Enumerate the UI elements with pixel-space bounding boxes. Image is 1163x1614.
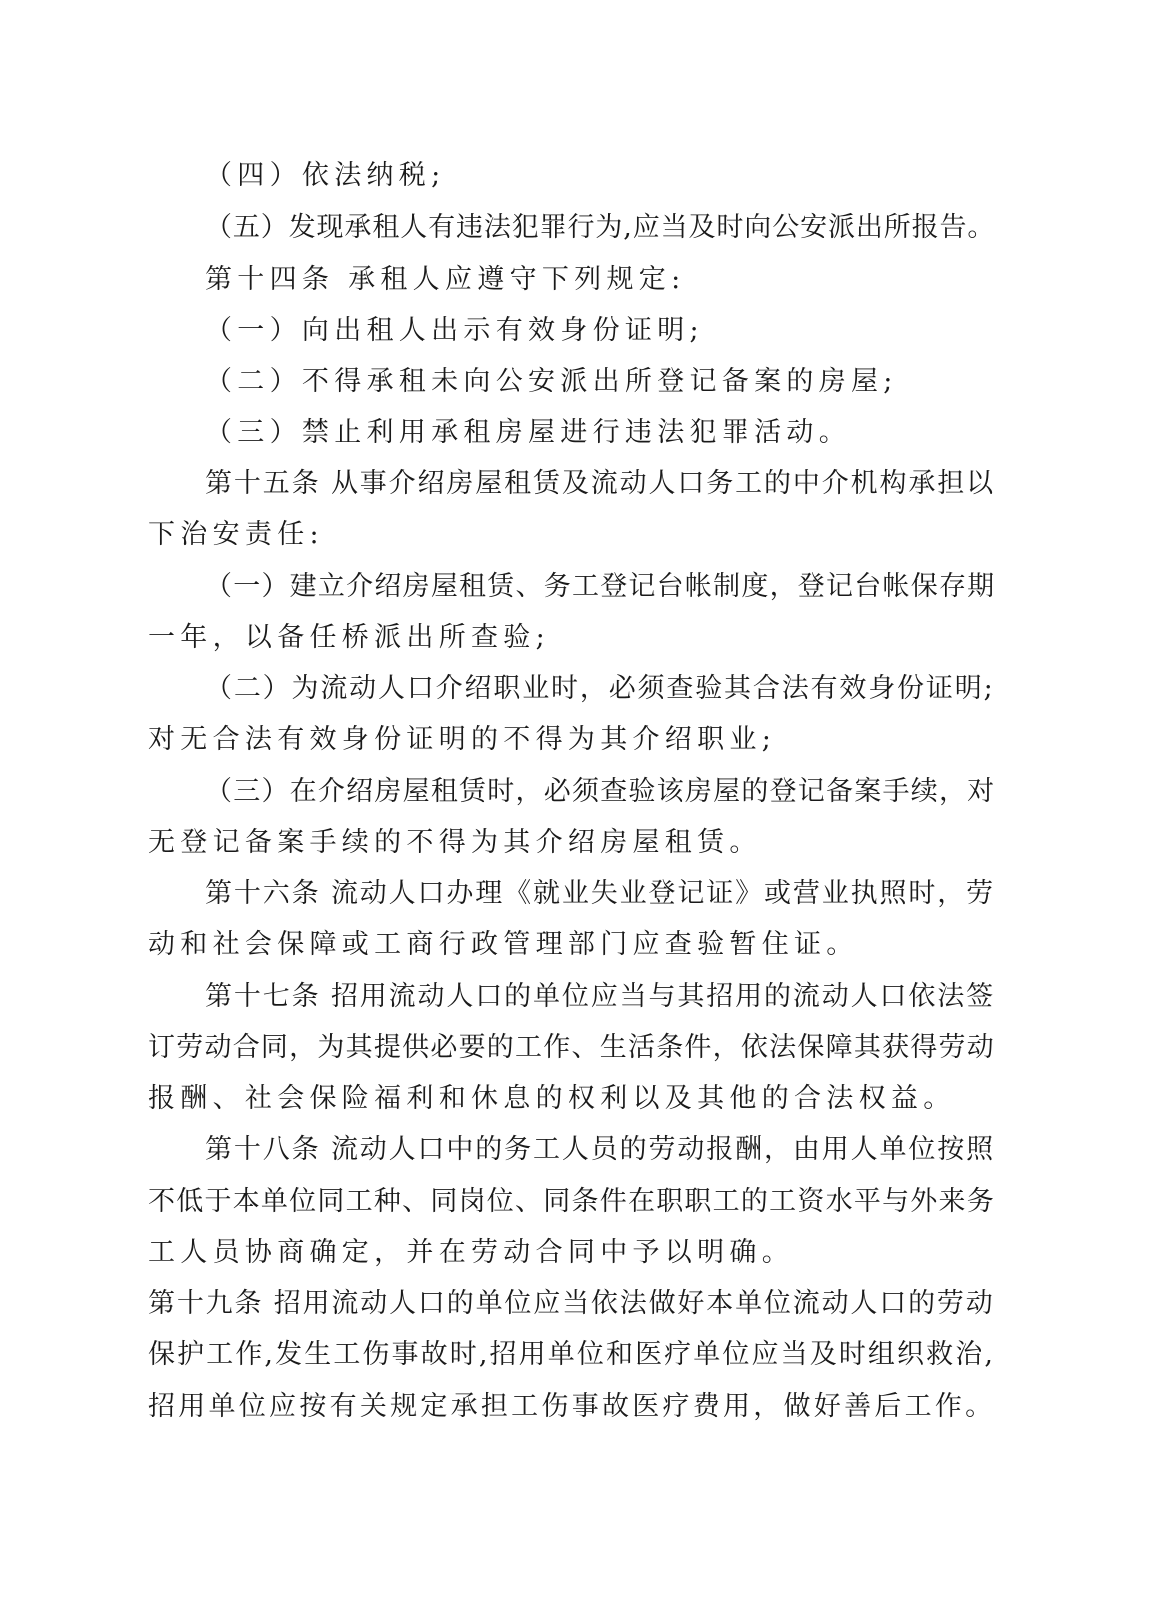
text-line: （三）在介绍房屋租赁时，必须查验该房屋的登记备案手续，对	[205, 776, 996, 807]
text-line: 一年，以备任桥派出所查验;	[148, 622, 550, 653]
text-line: 第十五条 从事介绍房屋租赁及流动人口务工的中介机构承担以	[205, 468, 995, 499]
text-line: 第十六条 流动人口办理《就业失业登记证》或营业执照时，劳	[205, 878, 995, 909]
text-line: （二）不得承租未向公安派出所登记备案的房屋;	[205, 366, 898, 397]
text-line: （二）为流动人口介绍职业时，必须查验其合法有效身份证明;	[205, 673, 995, 704]
text-line: （四）依法纳税;	[205, 160, 446, 191]
text-line: 动和社会保障或工商行政管理部门应查验暂住证。	[148, 929, 859, 960]
text-line: 保护工作,发生工伤事故时,招用单位和医疗单位应当及时组织救治,	[148, 1339, 996, 1370]
text-line: 招用单位应按有关规定承担工伤事故医疗费用，做好善后工作。	[148, 1391, 996, 1422]
text-line: 报酬、社会保险福利和休息的权利以及其他的合法权益。	[148, 1083, 956, 1114]
text-line: 无登记备案手续的不得为其介绍房屋租赁。	[148, 827, 762, 858]
text-line: （一）向出租人出示有效身份证明;	[205, 315, 704, 346]
text-line: 工人员协商确定，并在劳动合同中予以明确。	[148, 1237, 794, 1268]
text-line: 第十九条 招用流动人口的单位应当依法做好本单位流动人口的劳动	[148, 1288, 995, 1319]
text-line: （一）建立介绍房屋租赁、务工登记台帐制度，登记台帐保存期	[205, 571, 996, 602]
text-line: 下治安责任:	[148, 519, 324, 550]
text-line: 对无合法有效身份证明的不得为其介绍职业;	[148, 724, 777, 755]
text-line: 第十四条 承租人应遵守下列规定:	[205, 264, 686, 295]
text-line: （五）发现承租人有违法犯罪行为,应当及时向公安派出所报告。	[205, 212, 996, 243]
text-line: 订劳动合同，为其提供必要的工作、生活条件，依法保障其获得劳动	[148, 1032, 995, 1063]
text-line: （三）禁止利用承租房屋进行违法犯罪活动。	[205, 417, 851, 448]
text-line: 第十七条 招用流动人口的单位应当与其招用的流动人口依法签	[205, 981, 995, 1012]
text-line: 第十八条 流动人口中的务工人员的劳动报酬，由用人单位按照	[205, 1134, 995, 1165]
text-line: 不低于本单位同工种、同岗位、同条件在职职工的工资水平与外来务	[148, 1186, 995, 1217]
